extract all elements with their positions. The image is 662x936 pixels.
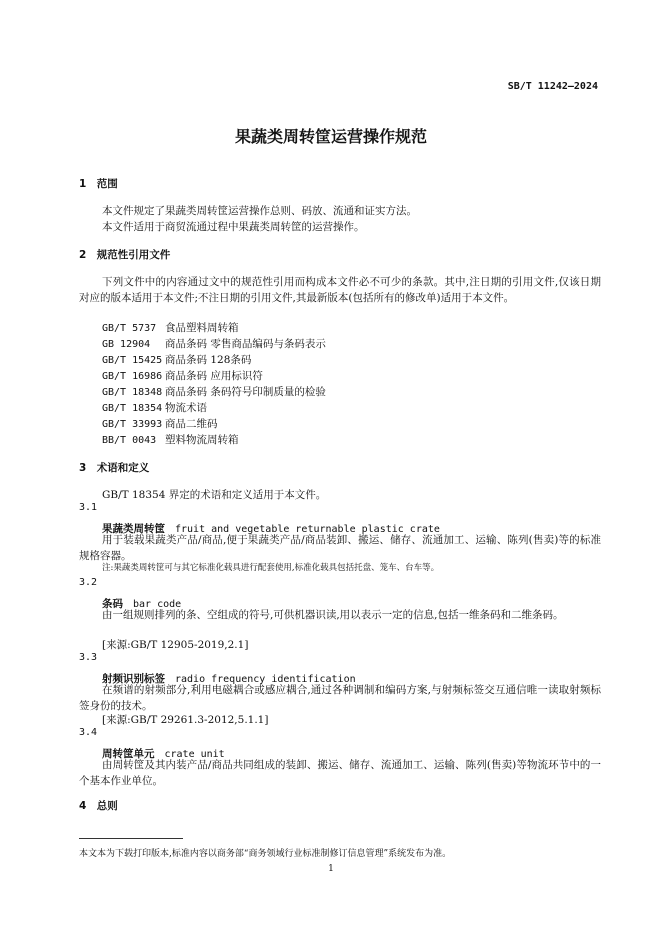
reference-name: 商品条码 条码符号印制质量的检验 (165, 386, 326, 398)
term-number: 3.4 (79, 727, 98, 738)
term-definition: 在频谱的射频部分,利用电磁耦合或感应耦合,通过各种调制和编码方案,与射频标签交互通信唯一读取射频标签身份的技术。 (79, 684, 601, 712)
term-chinese: 果蔬类周转筐 (102, 523, 165, 535)
term-chinese: 周转筐单元 (102, 748, 155, 760)
reference-code: GB/T 16986 (102, 371, 163, 382)
section-2-heading: 2 规范性引用文件 (79, 249, 171, 261)
term-note: 注:果蔬类周转筐可与其它标准化载具进行配套使用,标准化载具包括托盘、笼车、台车等。 (102, 563, 440, 573)
reference-code: GB 12904 (102, 339, 151, 350)
footer-divider (79, 838, 183, 839)
term-source: [来源:GB/T 12905-2019,2.1] (102, 639, 249, 651)
document-title: 果蔬类周转筐运营操作规范 (234, 127, 427, 146)
reference-name: 商品条码 128条码 (165, 354, 252, 366)
reference-name: 物流术语 (165, 402, 207, 414)
standard-number: SB/T 11242—2024 (507, 81, 598, 92)
term-definition: 由一组规则排列的条、空组成的符号,可供机器识读,用以表示一定的信息,包括一维条码和二维条码。 (102, 609, 564, 621)
reference-name: 食品塑料周转箱 (165, 322, 239, 334)
term-english: bar code (133, 599, 182, 610)
reference-name: 商品条码 零售商品编码与条码表示 (165, 338, 326, 350)
section-1-heading: 1 范围 (79, 178, 118, 190)
normative-reference (102, 352, 251, 369)
term-number: 3.2 (79, 577, 98, 588)
reference-code: GB/T 5737 (102, 323, 157, 334)
term-source: [来源:GB/T 29261.3-2012,5.1.1] (102, 714, 269, 726)
term-english: crate unit (164, 749, 225, 760)
normative-reference (102, 400, 207, 417)
section-3-intro: GB/T 18354 界定的术语和定义适用于本文件。 (102, 489, 327, 501)
normative-reference (102, 368, 263, 385)
reference-code: BB/T 0043 (102, 435, 157, 446)
normative-reference (102, 384, 326, 401)
reference-code: GB/T 15425 (102, 355, 163, 366)
normative-reference (102, 320, 239, 337)
section-2-intro: 下列文件中的内容通过文中的规范性引用而构成本文件必不可少的条款。其中,注日期的引用文件,仅该日期对应的版本适用于本文件;不注日期的引用文件,其最新版本(包括所有的修改单)适用于本文件。 (79, 276, 601, 304)
reference-name: 塑料物流周转箱 (165, 434, 239, 446)
section-3-heading: 3 术语和定义 (79, 462, 150, 474)
section-4-heading: 4 总则 (79, 800, 118, 812)
term-english: fruit and vegetable returnable plastic crate (175, 524, 440, 535)
reference-code: GB/T 33993 (102, 419, 163, 430)
reference-code: GB/T 18354 (102, 403, 163, 414)
reference-name: 商品条码 应用标识符 (165, 370, 263, 382)
reference-name: 商品二维码 (165, 418, 218, 430)
term-english: radio frequency identification (175, 674, 356, 685)
term-chinese: 射频识别标签 (102, 673, 165, 685)
normative-reference (102, 336, 326, 353)
term-definition: 用于装载果蔬类产品/商品,便于果蔬类产品/商品装卸、搬运、储存、流通加工、运输、陈列(售卖)等的标准规格容器。 (79, 534, 601, 562)
page-number: 1 (328, 864, 334, 874)
term-number: 3.3 (79, 652, 98, 663)
section-1-paragraph: 本文件规定了果蔬类周转筐运营操作总则、码放、流通和证实方法。 (102, 205, 417, 217)
normative-reference (102, 416, 218, 433)
section-1-paragraph: 本文件适用于商贸流通过程中果蔬类周转筐的运营操作。 (102, 221, 365, 233)
term-definition: 由周转筐及其内装产品/商品共同组成的装卸、搬运、储存、流通加工、运输、陈列(售卖)等物流环节中的一个基本作业单位。 (79, 759, 601, 787)
term-number: 3.1 (79, 502, 98, 513)
reference-code: GB/T 18348 (102, 387, 163, 398)
normative-reference (102, 432, 239, 449)
footer-notice: 本文本为下载打印版本,标准内容以商务部“商务领域行业标准制修订信息管理”系统发布为准。 (79, 849, 452, 859)
term-chinese: 条码 (102, 598, 123, 610)
